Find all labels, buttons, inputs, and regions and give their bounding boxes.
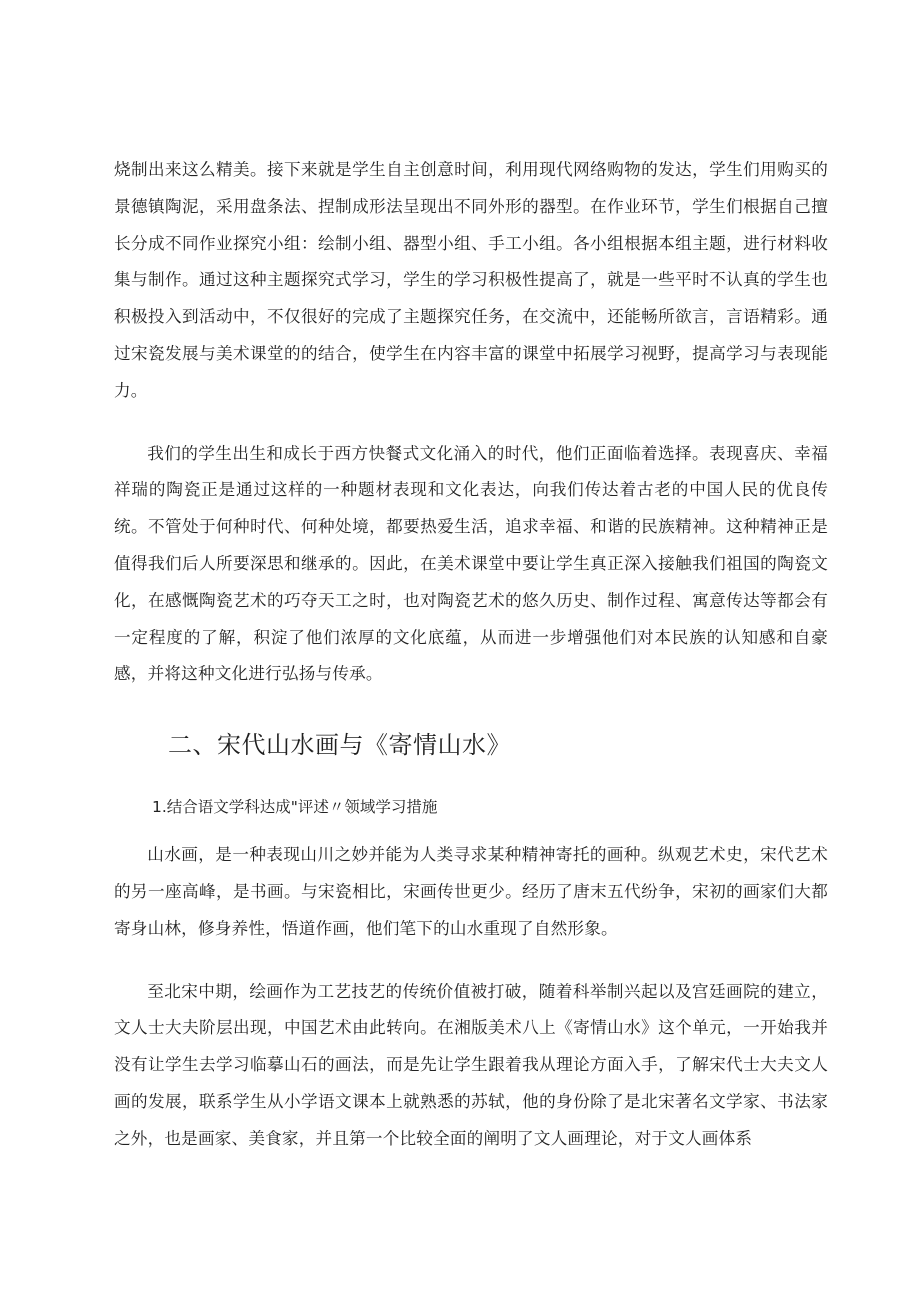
body-paragraph: 至北宋中期，绘画作为工艺技艺的传统价值被打破，随着科举制兴起以及宫廷画院的建立，文人士大夫阶层出现，中国艺术由此转向。在湘版美术八上《寄情山水》这个单元，一开始我并没有让学生去学习临摹山石的画法，而是先让学生跟着我从理论方面入手，了解宋代士大夫文人画的发展，联系学生从小学语文课本上就熟悉的苏轼，他的身份除了是北宋著名文学家、书法家之外，也是画家、美食家，并且第一个比较全面的阐明了文人画理论，对于文人画体系 (114, 981, 828, 1148)
section-heading: 二、宋代山水画与《寄情山水》 (168, 731, 511, 760)
body-paragraph: 我们的学生出生和成长于西方快餐式文化涌入的时代，他们正面临着选择。表现喜庆、幸福祥瑞的陶瓷正是通过这样的一种题材表现和文化表达，向我们传达着古老的中国人民的优良传统。不管处于何种时代、何种处境，都要热爱生活，追求幸福、和谐的民族精神。这种精神正是值得我们后人所要深思和继承的。因此，在美术课堂中要让学生真正深入接触我们祖国的陶瓷文化，在感慨陶瓷艺术的巧夺天工之时，也对陶瓷艺术的悠久历史、制作过程、寓意传达等都会有一定程度的了解，积淀了他们浓厚的文化底蕴，从而进一步增强他们对本民族的认知感和自豪感，并将这种文化进行弘扬与传承。 (114, 443, 828, 684)
subsection-heading: 1.结合语文学科达成"评述〃领域学习措施 (152, 798, 438, 817)
body-paragraph: 山水画，是一种表现山川之妙并能为人类寻求某种精神寄托的画种。纵观艺术史，宋代艺术的另一座高峰，是书画。与宋瓷相比，宋画传世更少。经历了唐末五代纷争，宋初的画家们大都寄身山林，修身养性，悟道作画，他们笔下的山水重现了自然形象。 (114, 845, 828, 938)
body-paragraph-continued: 烧制出来这么精美。接下来就是学生自主创意时间，利用现代网络购物的发达，学生们用购买的景德镇陶泥，采用盘条法、捏制成形法呈现出不同外形的器型。在作业环节，学生们根据自己擅长分成不同作业探究小组：绘制小组、器型小组、手工小组。各小组根据本组主题，进行材料收集与制作。通过这种主题探究式学习，学生的学习积极性提高了，就是一些平时不认真的学生也积极投入到活动中，不仅很好的完成了主题探究任务，在交流中，还能畅所欲言，言语精彩。通过宋瓷发展与美术课堂的的结合，使学生在内容丰富的课堂中拓展学习视野，提高学习与表现能力。 (114, 160, 828, 400)
